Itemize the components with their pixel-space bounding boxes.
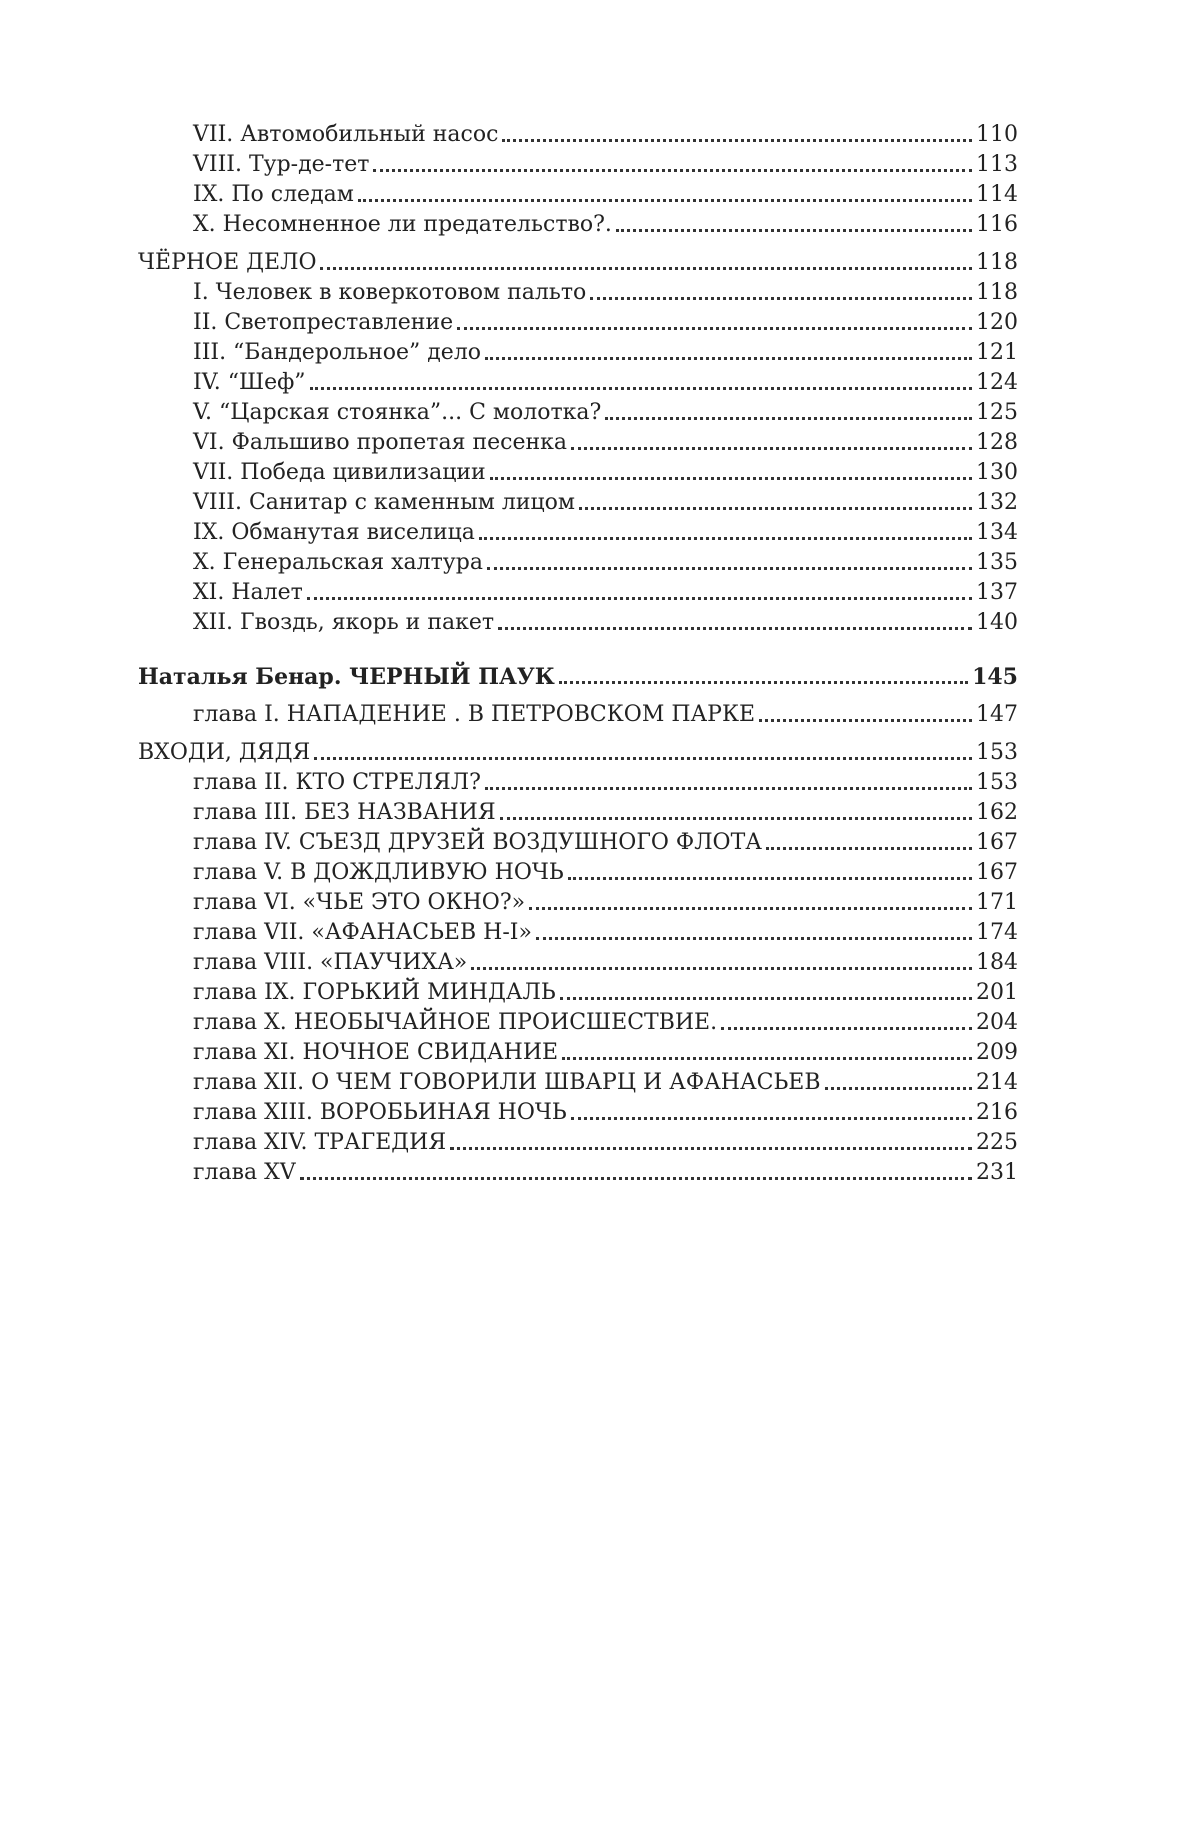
toc-entry-page: 110 (976, 122, 1018, 147)
dot-leader (616, 229, 972, 232)
dot-leader (825, 1087, 973, 1090)
toc-entry-page: 135 (976, 550, 1018, 575)
dot-leader (529, 907, 972, 910)
toc-entry[interactable] (138, 396, 1018, 426)
toc-entry-title: глава XV (193, 1160, 296, 1185)
toc-entry[interactable] (138, 516, 1018, 546)
toc-entry-title: глава III. БЕЗ НАЗВАНИЯ (193, 800, 496, 825)
toc-entry[interactable] (138, 946, 1018, 976)
dot-leader (579, 507, 972, 510)
toc-entry-page: 162 (976, 800, 1018, 825)
toc-entry-page: 153 (976, 770, 1018, 795)
dot-leader (320, 267, 972, 270)
dot-leader (605, 417, 972, 420)
toc-entry[interactable] (138, 208, 1018, 238)
toc-entry-title: IV. “Шеф” (193, 370, 306, 395)
toc-entry-title: IX. Обманутая виселица (193, 520, 475, 545)
dot-leader (498, 627, 972, 630)
dot-leader (307, 597, 972, 600)
dot-leader (536, 937, 972, 940)
toc-entry-title: X. Несомненное ли предательство?. (193, 212, 612, 237)
toc-entry[interactable] (138, 698, 1018, 728)
toc-entry-page: 128 (976, 430, 1018, 455)
dot-leader (568, 877, 972, 880)
toc-entry[interactable] (138, 1036, 1018, 1066)
toc-entry-page: 231 (976, 1160, 1018, 1185)
toc-entry-title: глава II. КТО СТРЕЛЯЛ? (193, 770, 481, 795)
toc-entry[interactable] (138, 178, 1018, 208)
toc-entry-page: 120 (976, 310, 1018, 335)
toc-entry[interactable] (138, 976, 1018, 1006)
toc-entry[interactable] (138, 856, 1018, 886)
toc-part-title: Наталья Бенар. ЧЕРНЫЙ ПАУК (138, 664, 555, 690)
toc-entry-title: II. Светопреставление (193, 310, 454, 335)
dot-leader (490, 477, 972, 480)
toc-entry-page: 125 (976, 400, 1018, 425)
toc-section-page: 153 (976, 740, 1018, 765)
toc-entry-title: глава V. В ДОЖДЛИВУЮ НОЧЬ (193, 860, 564, 885)
toc-entry-page: 134 (976, 520, 1018, 545)
toc-entry-page: 140 (976, 610, 1018, 635)
toc-entry[interactable] (138, 276, 1018, 306)
toc-entry-title: VII. Победа цивилизации (193, 460, 486, 485)
toc-entry-page: 209 (976, 1040, 1018, 1065)
dot-leader (571, 447, 972, 450)
toc-entry[interactable] (138, 336, 1018, 366)
dot-leader (310, 387, 972, 390)
toc-entry[interactable] (138, 916, 1018, 946)
toc-entry[interactable] (138, 456, 1018, 486)
toc-entry-title: XII. Гвоздь, якорь и пакет (193, 610, 495, 635)
toc-section[interactable] (138, 246, 1018, 276)
toc-entry-title: V. “Царская стоянка”... С молотка? (193, 400, 602, 425)
toc-entry-page: 147 (976, 702, 1018, 727)
toc-entry-page: 225 (976, 1130, 1018, 1155)
dot-leader (457, 327, 972, 330)
dot-leader (479, 537, 972, 540)
toc-entry-title: глава I. НАПАДЕНИЕ . В ПЕТРОВСКОМ ПАРКЕ (193, 702, 756, 727)
toc-entry-page: 113 (976, 152, 1018, 177)
toc-section-page: 118 (976, 250, 1018, 275)
toc-entry[interactable] (138, 426, 1018, 456)
toc-entry[interactable] (138, 1006, 1018, 1036)
dot-leader (373, 169, 972, 172)
dot-leader (487, 567, 972, 570)
toc-entry-title: глава XIII. ВОРОБЬИНАЯ НОЧЬ (193, 1100, 567, 1125)
toc-entry-title: VI. Фальшиво пропетая песенка (193, 430, 568, 455)
toc-entry-page: 204 (976, 1010, 1018, 1035)
dot-leader (759, 719, 972, 722)
toc-entry-title: глава VI. «ЧЬЕ ЭТО ОКНО?» (193, 890, 526, 915)
toc-entry[interactable] (138, 1066, 1018, 1096)
toc-entry-page: 130 (976, 460, 1018, 485)
toc-entry[interactable] (138, 1156, 1018, 1186)
toc-entry-title: глава IV. СЪЕЗД ДРУЗЕЙ ВОЗДУШНОГО ФЛОТА (193, 830, 762, 855)
toc-entry-page: 137 (976, 580, 1018, 605)
toc-entry-page: 167 (976, 830, 1018, 855)
dot-leader (300, 1177, 972, 1180)
toc-entry-title: IX. По следам (193, 182, 354, 207)
dot-leader (502, 139, 972, 142)
toc-section-title: ЧЁРНОЕ ДЕЛО (138, 250, 317, 275)
toc-entry-title: X. Генеральская халтура (193, 550, 483, 575)
dot-leader (471, 967, 972, 970)
toc-entry-title: глава XII. О ЧЕМ ГОВОРИЛИ ШВАРЦ И АФАНАСЬЕВ (193, 1070, 821, 1095)
dot-leader (590, 297, 972, 300)
toc-entry-title: I. Человек в коверкотовом пальто (193, 280, 587, 305)
dot-leader (562, 1057, 972, 1060)
toc-entry-title: глава VIII. «ПАУЧИХА» (193, 950, 468, 975)
toc-entry[interactable] (138, 1096, 1018, 1126)
toc-entry[interactable] (138, 118, 1018, 148)
toc-entry[interactable] (138, 1126, 1018, 1156)
dot-leader (560, 997, 972, 1000)
toc-entry-page: 118 (976, 280, 1018, 305)
toc-entry-page: 132 (976, 490, 1018, 515)
toc-entry-page: 214 (976, 1070, 1018, 1095)
dot-leader (358, 199, 972, 202)
dot-leader (571, 1117, 972, 1120)
toc-entry[interactable] (138, 766, 1018, 796)
toc-entry-title: XI. Налет (193, 580, 303, 605)
toc-entry-title: III. “Бандерольное” дело (193, 340, 482, 365)
dot-leader (500, 817, 972, 820)
toc-entry-page: 171 (976, 890, 1018, 915)
dot-leader (766, 847, 972, 850)
toc-entry-title: глава XIV. ТРАГЕДИЯ (193, 1130, 447, 1155)
toc-entry-page: 124 (976, 370, 1018, 395)
toc-entry-title: VIII. Тур-де-тет (193, 152, 370, 177)
toc-entry[interactable] (138, 486, 1018, 516)
toc-entry-page: 174 (976, 920, 1018, 945)
toc-entry[interactable] (138, 576, 1018, 606)
toc-entry-page: 114 (976, 182, 1018, 207)
toc-entry-title: VII. Автомобильный насос (193, 122, 499, 147)
dot-leader (559, 681, 968, 684)
dot-leader (485, 787, 972, 790)
dot-leader (450, 1147, 972, 1150)
toc-entry[interactable] (138, 796, 1018, 826)
dot-leader (485, 357, 972, 360)
dot-leader (721, 1027, 972, 1030)
toc-entry[interactable] (138, 886, 1018, 916)
toc-entry[interactable] (138, 606, 1018, 636)
toc-entry-title: глава IX. ГОРЬКИЙ МИНДАЛЬ (193, 980, 556, 1005)
toc-entry-page: 216 (976, 1100, 1018, 1125)
toc-entry[interactable] (138, 366, 1018, 396)
toc-section[interactable] (138, 736, 1018, 766)
toc-part-page: 145 (972, 664, 1018, 690)
toc-entry[interactable] (138, 826, 1018, 856)
toc-entry-page: 116 (976, 212, 1018, 237)
toc-entry-page: 167 (976, 860, 1018, 885)
toc-entry[interactable] (138, 306, 1018, 336)
dot-leader (314, 757, 972, 760)
toc-entry-title: VIII. Санитар с каменным лицом (193, 490, 575, 515)
toc-entry-title: глава X. НЕОБЫЧАЙНОЕ ПРОИСШЕСТВИЕ. (193, 1010, 718, 1035)
toc-entry-title: глава VII. «АФАНАСЬЕВ Н-I» (193, 920, 532, 945)
toc-entry-page: 184 (976, 950, 1018, 975)
toc-entry[interactable] (138, 546, 1018, 576)
toc-section-title: ВХОДИ, ДЯДЯ (138, 740, 311, 765)
toc-entry-page: 201 (976, 980, 1018, 1005)
toc-entry-title: глава XI. НОЧНОЕ СВИДАНИЕ (193, 1040, 559, 1065)
toc-entry[interactable] (138, 148, 1018, 178)
toc-part[interactable] (138, 660, 1018, 690)
toc-entry-page: 121 (976, 340, 1018, 365)
